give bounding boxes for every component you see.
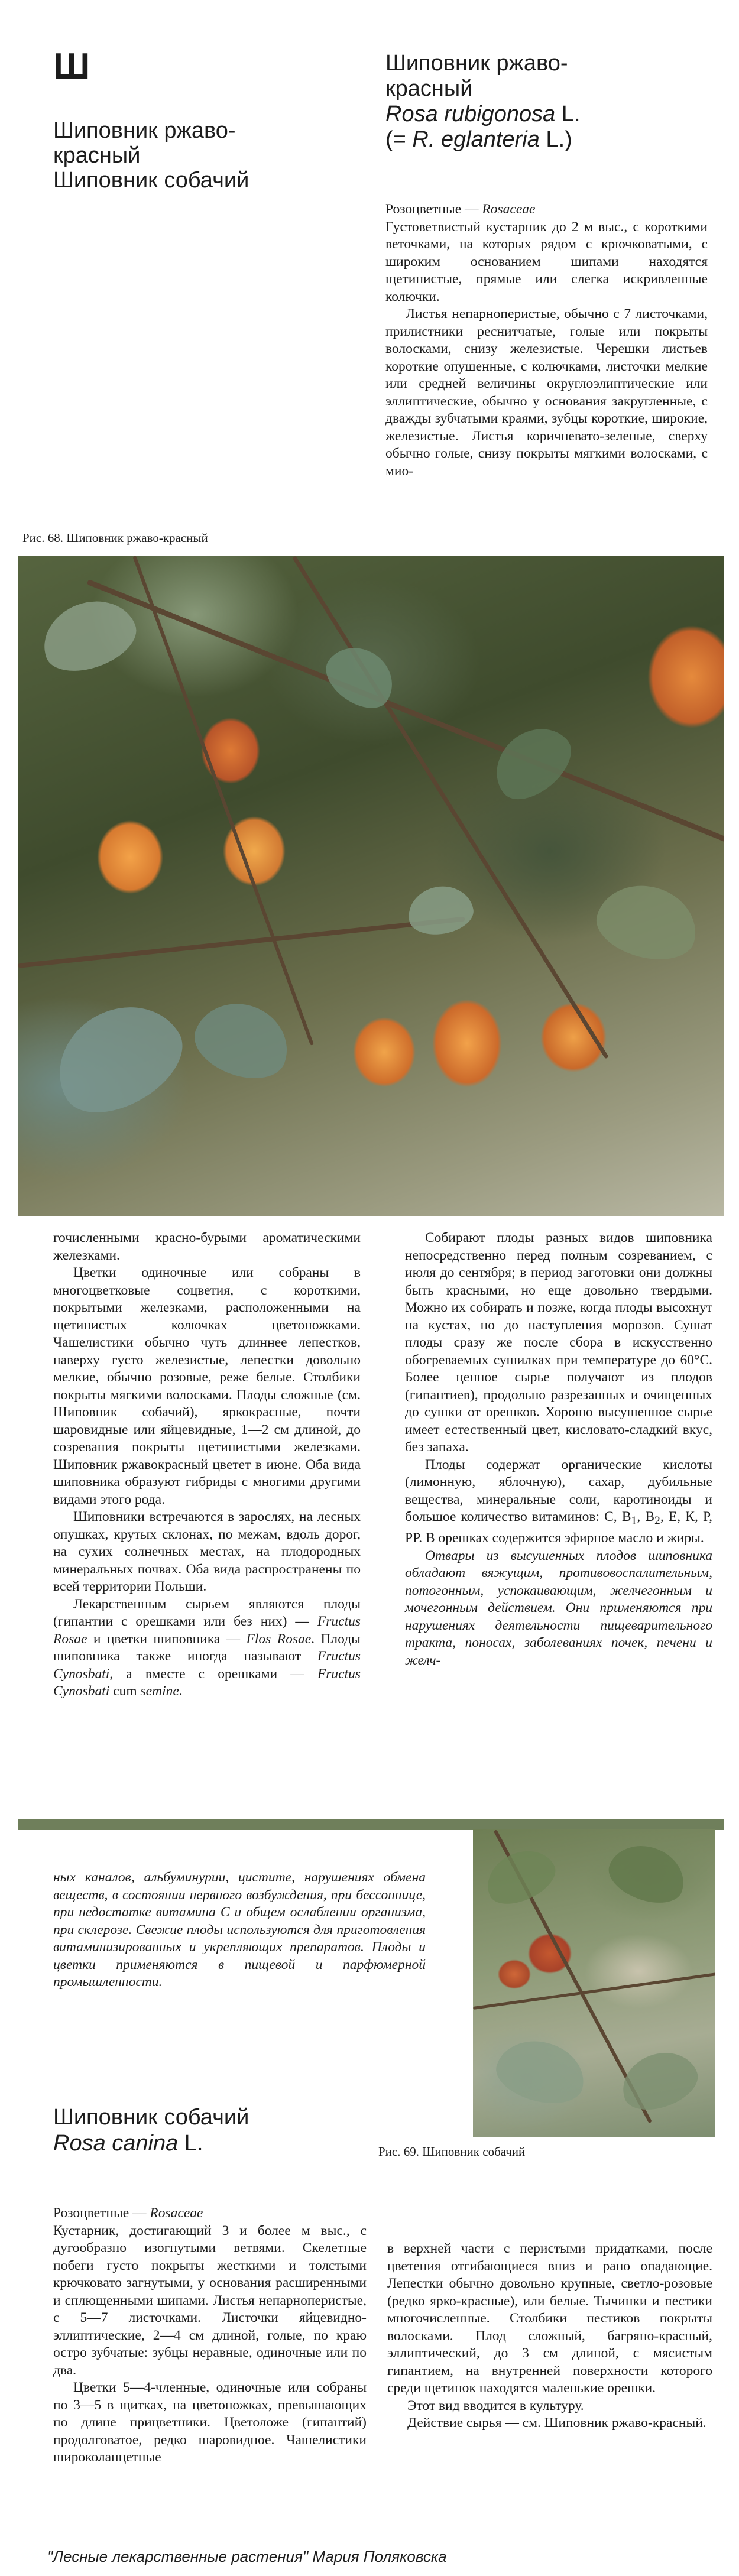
paragraph: Цветки одиночные или собраны в многоцветковые соцветия, с короткими, покрытыми железками, расположенными на щетинистых колючках цветоножками. Чашелистики обычно чуть длиннее лепестков, наверху густо железистые, лепестки довольно мелкие, обычно розовые, реже белые. Столбики покрыты мягкими волосками. Плоды сложные (см. Шиповник собачий), яркокрасные, почти шаровидные или яйцевидные, 1—2 см длиной, до созревания покрыты щетинистыми железками. Шиповник ржавокрасный цветет в июне. Оба вида шиповника образуют гибриды с многими другими видами этого рода.: [53, 1265, 361, 1507]
latin-term: Fructus Cynosbati: [53, 1649, 361, 1682]
latin-name: [53, 2130, 384, 2156]
species-title: [53, 2104, 384, 2156]
latin-name-text: Rosa rubigonosa: [385, 102, 556, 126]
paragraph: Цветки 5—4-членные, одиночные или собраны по 3—5 в щитках, на цветоножках, превышающих по длине прицветники. Цветоложе (гипантий) продолговатое, редко шаровидное. Чашелистики широколанцетные: [53, 2380, 367, 2465]
latin-name: [385, 102, 705, 127]
text-run: , а вместе с орешками —: [109, 1666, 317, 1682]
paragraph-italic: Отвары из высушенных плодов шиповника обладают вяжущим, противовоспалительным, потогонным, успокаивающим, желчегонным и мочегонным действием. Они применяются при нарушениях деятельности пищеварительного тракта, поносах, заболеваниях почек, печени и желч-: [405, 1547, 712, 1668]
paragraph: в верхней части с перистыми придатками, после цветения отгибающиеся вниз и рано опадающие. Лепестки обычно довольно крупные, светло-розовые (редко ярко-красные), или белые. Тычинки и пестики многочисленные. Столбики пестиков покрыты волосками. Плод сложный, багряно-красный, эллиптический, до 3 см длиной, с мясистым гипантием, на внутренней поверхности которого среди щетинок находятся маленькие орешки.: [387, 2241, 712, 2396]
text-column-left: [53, 2205, 367, 2467]
text-run: cum: [109, 1683, 141, 1699]
paragraph: Листья непарноперистые, обычно с 7 листочками, прилистники реснитчатые, голые или покрыты волосками, снизу железистые. Черешки листьев короткие опушенные, с колючками, листочки мелкие или средней величины округлоэлиптические или эллиптические, обычно у основания закругленные, с дважды зубчатыми краями, зубцы короткие, широкие, железистые. Листья коричневато-зеленые, сверху обычно голые, снизу покрыты мягкими волосками, с мио-: [385, 306, 708, 479]
title-line: Шиповник собачий: [53, 2105, 249, 2130]
latin-term: Fructus Rosae: [53, 1614, 361, 1647]
name-line: Шиповник собачий: [53, 168, 249, 193]
paragraph-italic: ных каналов, альбуминурии, цистите, нарушениях обмена веществ, в состоянии нервного возбуждения, при бессоннице, при недостатке витамина С и общем ослаблении организма, при склерозе. Свежие плоды используются для приготовления витаминизированных и укрепляющих препаратов. Плоды и цветки применяются в пищевой и парфюмерной промышленности.: [53, 1870, 426, 1990]
title-line: Шиповник ржаво-: [385, 51, 568, 76]
subscript: 2: [654, 1514, 660, 1527]
family-latin: Rosaceae: [150, 2205, 203, 2221]
latin-term: Flos Rosae: [246, 1631, 312, 1647]
synonym-prefix: (=: [385, 127, 413, 152]
latin-name-text: Rosa canina: [53, 2131, 179, 2156]
figure-caption: Рис. 68. Шиповник ржаво-красный: [22, 531, 208, 545]
text-column-right: [387, 2240, 712, 2432]
paragraph: Шиповники встречаются в зарослях, на лесных опушках, крутых склонах, по межам, вдоль дорог, на сухих солнечных местах, на плодородных минеральных почвах. Оба вида распространены по всей территории Польши.: [53, 1509, 361, 1594]
intro-text: [385, 201, 708, 480]
text-run: Лекарственным сырьем являются плоды (гипантии с орешками или без них) —: [53, 1596, 361, 1629]
figure-caption: Рис. 69. Шиповник собачий: [378, 2144, 526, 2159]
name-line: красный: [53, 143, 141, 168]
text-run: Плоды содержат органические кислоты (лимонную, яблочную), сахар, дубильные вещества, минеральные соли, каротиноиды и большое количество витаминов: С, В: [405, 1456, 712, 1524]
text-run: . Плоды шиповника также иногда называют: [53, 1631, 361, 1664]
synonym: [385, 127, 705, 153]
latin-author: L.: [555, 102, 581, 126]
rosehip-photo: [18, 556, 724, 1216]
title-line: красный: [385, 76, 473, 101]
footer-credit: "Лесные лекарственные растения" Мария Поляковска: [47, 2548, 447, 2565]
synonym-latin: R. eglanteria: [412, 127, 540, 152]
family-line: [385, 201, 708, 219]
paragraph: гочисленными красно-бурыми ароматическими железками.: [53, 1230, 361, 1263]
family-latin: Rosaceae: [482, 202, 536, 217]
paragraph: Собирают плоды разных видов шиповника непосредственно перед полным созреванием, с июля до сентября; в период заготовки они должны быть красными, но еще довольно твердыми. Можно их собирать и позже, когда плоды высохнут на кустах, но до наступления морозов. Сушат плоды сразу же после сбора в искусственно обогреваемых сушилках при температуре до 60°С. Более ценное сырье получают из плодов (гипантиев), продольно разрезанных и очищенных до сушки от орешков. Хорошо высушенное сырье имеет естественный цвет, кисловато-сладкий вкус, без запаха.: [405, 1230, 712, 1455]
species-title: [385, 51, 705, 153]
species-names-left: [53, 118, 302, 193]
text-column-left: [53, 1229, 361, 1701]
text-run: , В: [637, 1509, 655, 1524]
paragraph: [53, 1596, 361, 1701]
paragraph: Густоветвистый кустарник до 2 м выс., с короткими веточками, на которых рядом с крючковатыми, с широким основанием шипами находятся щетинистые, прямые или слегка искривленные колючки.: [385, 219, 708, 304]
photo-strip: [18, 1819, 724, 1830]
text-continuation: [53, 1869, 426, 1991]
latin-term: Fructus Cynosbati: [53, 1666, 361, 1699]
family-line: [53, 2205, 367, 2223]
family-label: Розоцветные —: [385, 202, 482, 217]
family-label: Розоцветные —: [53, 2205, 150, 2221]
subscript: 1: [631, 1514, 637, 1527]
text-run: , Е, К, Р, РР. В орешках содержится эфирное масло и жиры.: [405, 1509, 712, 1546]
text-column-right: [405, 1229, 712, 1669]
synonym-suffix: L.): [539, 127, 572, 152]
text-run: и цветки шиповника —: [87, 1631, 247, 1647]
latin-author: L.: [178, 2131, 203, 2156]
paragraph: Этот вид вводится в культуру.: [407, 2397, 584, 2413]
section-letter: Ш: [53, 46, 90, 87]
paragraph: Кустарник, достигающий 3 и более м выс., с дугообразно изогнутыми ветвями. Скелетные побеги густо покрыты жесткими и толстыми крючковато загнутыми, у основания расширенными и сплющенными шипами. Листья непарноперистые, с 5—7 листочками. Листочки яйцевидно-эллиптические, 2—4 см длиной, голые, по краю остро зубчатые: зубцы неравные, одиночные или по два.: [53, 2223, 367, 2378]
name-line: Шиповник ржаво-: [53, 118, 236, 143]
text-run: .: [179, 1683, 183, 1699]
paragraph: [405, 1456, 712, 1547]
latin-term: semine: [140, 1683, 179, 1699]
paragraph: Действие сырья — см. Шиповник ржаво-красный.: [407, 2415, 706, 2431]
rosa-canina-photo: [473, 1829, 715, 2137]
